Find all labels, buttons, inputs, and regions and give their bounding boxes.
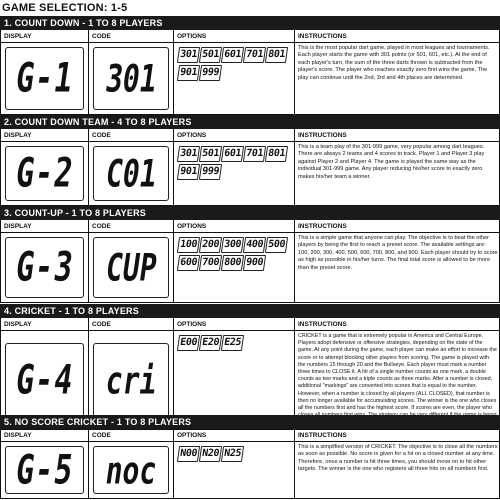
header-options: OPTIONS xyxy=(173,220,294,233)
options-list xyxy=(178,446,292,462)
header-options: OPTIONS xyxy=(173,30,294,43)
column-headers xyxy=(0,429,500,442)
code-text: noc xyxy=(102,447,160,493)
game-row xyxy=(0,142,500,206)
option-value: 601 xyxy=(221,146,244,162)
header-display: DISPLAY xyxy=(4,132,32,139)
option-value: 501 xyxy=(199,146,222,162)
option-value: E25 xyxy=(221,335,244,351)
game-section-1 xyxy=(0,16,500,115)
section-heading: 2. COUNT DOWN TEAM - 4 TO 8 PLAYERS xyxy=(0,115,500,129)
code-cell xyxy=(88,233,173,302)
option-value: 801 xyxy=(264,47,287,63)
game-section-3 xyxy=(0,206,500,303)
option-value: 800 xyxy=(221,255,244,271)
option-value: 999 xyxy=(199,65,222,81)
option-value: 901 xyxy=(177,65,200,81)
display-text: G-1 xyxy=(12,54,77,103)
lcd-code xyxy=(93,146,169,201)
lcd-display xyxy=(5,446,84,494)
lcd-display xyxy=(5,237,84,298)
lcd-display xyxy=(5,146,84,201)
options-cell xyxy=(173,233,294,302)
lcd-display xyxy=(5,47,84,110)
option-value: 300 xyxy=(221,237,244,253)
display-text: G-3 xyxy=(12,243,77,292)
column-headers xyxy=(0,318,500,331)
option-value: 901 xyxy=(177,164,200,180)
lcd-code xyxy=(93,343,169,417)
instructions-cell xyxy=(294,233,500,302)
header-display: DISPLAY xyxy=(4,432,32,439)
section-heading: 4. CRICKET - 1 TO 8 PLAYERS xyxy=(0,304,500,318)
option-value: 500 xyxy=(264,237,287,253)
section-heading: 3. COUNT-UP - 1 TO 8 PLAYERS xyxy=(0,206,500,220)
instructions-cell xyxy=(294,43,500,114)
option-value: 701 xyxy=(243,146,266,162)
page-title: GAME SELECTION: 1-5 xyxy=(2,2,128,14)
header-instructions: INSTRUCTIONS xyxy=(294,429,500,442)
option-value: 301 xyxy=(177,47,200,63)
code-text: CUP xyxy=(102,245,160,290)
lcd-code xyxy=(93,47,169,110)
column-headers xyxy=(0,30,500,43)
game-section-2 xyxy=(0,115,500,206)
header-code: CODE xyxy=(88,429,173,442)
option-value: 601 xyxy=(221,47,244,63)
instructions-text: This is a simplified version of CRICKET. The objective is to close all the numbers as soon as possible. No score is given for a hit on a closed number at any time. Therefore, once a number is hit three times, you should move on to hit other targets. The winner is the one who registers all three hits on all numbers first. xyxy=(298,444,498,473)
option-value: N25 xyxy=(221,446,244,462)
instructions-text: This is a team play of the 301-999 game, very popular among dart leagues. There are always 2 teams and 4 scores to track. Player 1 and Player 3 play against Player 2 and Player 4. The game is played the same way as the individual 301-999 game. Any player reducing his/her score to exactly zero makes his/her team a winner. xyxy=(298,144,485,180)
option-value: 301 xyxy=(177,146,200,162)
option-value: 701 xyxy=(243,47,266,63)
option-value: 100 xyxy=(177,237,200,253)
display-text: G-2 xyxy=(12,149,77,198)
option-value: E20 xyxy=(199,335,222,351)
header-display: DISPLAY xyxy=(4,321,32,328)
display-text: G-4 xyxy=(12,356,77,404)
header-instructions: INSTRUCTIONS xyxy=(294,129,500,142)
code-cell xyxy=(88,142,173,205)
option-value: E00 xyxy=(177,335,200,351)
option-value: 900 xyxy=(243,255,266,271)
code-cell xyxy=(88,43,173,114)
header-display: DISPLAY xyxy=(4,223,32,230)
options-list xyxy=(178,47,292,81)
option-value: 999 xyxy=(199,164,222,180)
header-options: OPTIONS xyxy=(173,429,294,442)
game-row xyxy=(0,233,500,303)
section-heading: 5. NO SCORE CRICKET - 1 TO 8 PLAYERS xyxy=(0,415,500,429)
lcd-display xyxy=(5,343,84,417)
display-text: G-5 xyxy=(12,446,77,494)
options-cell xyxy=(173,142,294,205)
code-text: 301 xyxy=(102,56,160,101)
option-value: 801 xyxy=(264,146,287,162)
header-options: OPTIONS xyxy=(173,129,294,142)
options-list xyxy=(178,237,292,271)
game-row xyxy=(0,442,500,499)
option-value: 200 xyxy=(199,237,222,253)
options-list xyxy=(178,335,292,351)
instructions-text: CRICKET is a game that is extremely popular in America and Central Europe. Players adopt defensive or offensive strategies, depending on the state of the game. At any point during the game, each player can make an effort to increase the score or to attempt blocking other players from scoring. The game is played with the numbers 15 through 20 and the Bullseye. Each player must mark a number three times to CLOSE it. A hit of a single number counts as one mark, a double counts as two marks and a triple counts as three marks. After a number is closed, additional "markings" are converted into scores that is equal to the number. However, when a number is closed by all players (ALL CLOSED), that number is then no longer available for accumulating scores. The winner is the one who closes all the numbers first and has the highest score. If scores are even, the player who xyxy=(298,333,497,412)
header-code: CODE xyxy=(88,30,173,43)
column-headers xyxy=(0,129,500,142)
header-code: CODE xyxy=(88,318,173,331)
game-row xyxy=(0,43,500,115)
code-text: cri xyxy=(102,357,160,403)
lcd-code xyxy=(93,237,169,298)
instructions-cell xyxy=(294,442,500,498)
option-value: N00 xyxy=(177,446,200,462)
option-value: 700 xyxy=(199,255,222,271)
lcd-code xyxy=(93,446,169,494)
code-cell xyxy=(88,442,173,498)
instructions-cell xyxy=(294,142,500,205)
column-headers xyxy=(0,220,500,233)
header-display: DISPLAY xyxy=(4,33,32,40)
header-code: CODE xyxy=(88,129,173,142)
option-value: 600 xyxy=(177,255,200,271)
option-value: 400 xyxy=(243,237,266,253)
header-instructions: INSTRUCTIONS xyxy=(294,220,500,233)
header-instructions: INSTRUCTIONS xyxy=(294,318,500,331)
game-section-5 xyxy=(0,415,500,499)
header-options: OPTIONS xyxy=(173,318,294,331)
options-cell xyxy=(173,442,294,498)
options-list xyxy=(178,146,292,180)
display-cell xyxy=(1,142,88,205)
display-cell xyxy=(1,43,88,114)
option-value: 501 xyxy=(199,47,222,63)
instructions-text: This is the most popular dart game, played in most leagues and tournaments. Each player starts the game with 301 points (or 501, 601, etc.). At the end of each player's turn, the sum of the three darts thrown is subtracted from the player's score. The player who reaches exactly zero first wins the game. The play can continue until the 2nd, 3rd and 4th places are determined. xyxy=(298,45,490,81)
code-text: C01 xyxy=(102,151,160,196)
display-cell xyxy=(1,442,88,498)
game-section-4 xyxy=(0,304,500,430)
header-code: CODE xyxy=(88,220,173,233)
header-instructions: INSTRUCTIONS xyxy=(294,30,500,43)
option-value: N20 xyxy=(199,446,222,462)
section-heading: 1. COUNT DOWN - 1 TO 8 PLAYERS xyxy=(0,16,500,30)
options-cell xyxy=(173,43,294,114)
display-cell xyxy=(1,233,88,302)
instructions-text: This is a simple game that anyone can play. The objective is to beat the other players by being the first to reach a preset score. The available settings are: 100, 200, 300, 400, 500, 600, 700, 800, and 900. Each player should try to score as high as possible in his/her turns. The final total score is allowed to be more than the preset score. xyxy=(298,235,498,271)
